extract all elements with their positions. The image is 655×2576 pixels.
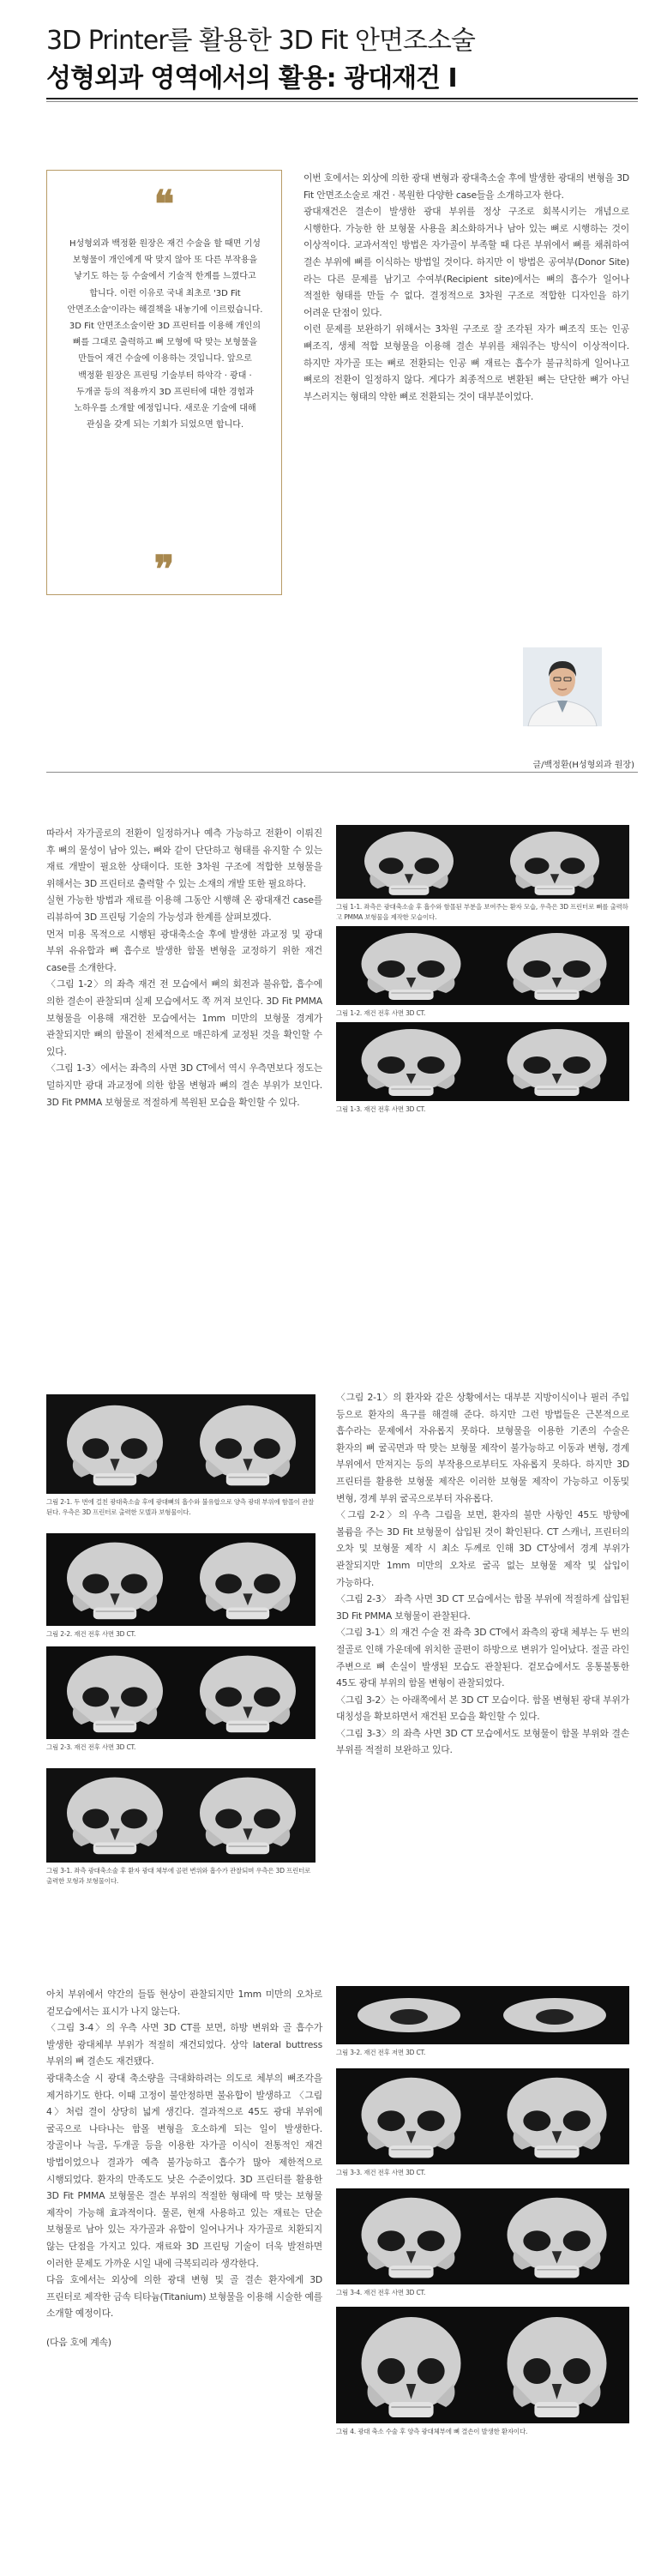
intro-paragraph: 이번 호에서는 외상에 의한 광대 변형과 광대축소술 후에 발생한 광대의 변형을 3D Fit 안면조소술로 재건 · 복원한 다양한 case들을 소개하고자 한다.	[303, 172, 629, 201]
body-paragraph: 〈그림 1-3〉에서는 좌측의 사면 3D CT에서 역시 우측면보다 정도는 덜하지만 광대 과교정에 의한 함몰 변형과 뼈의 결손 부위가 보인다. 3D Fit PMMA 보형물로 적절하게 복원된 모습을 확인할 수 있다.	[46, 1062, 322, 1108]
body-paragraph: 〈그림 3-3〉의 좌측 사면 3D CT 모습에서도 보형물이 함몰 부위와 결손 부위를 적절히 보완하고 있다.	[336, 1727, 629, 1756]
figure-4-caption: 그림 4. 광대 축소 수술 후 양측 광대체부에 뼈 결손이 발생한 환자이다.	[336, 2428, 528, 2435]
header-rule-thin	[46, 101, 638, 102]
intro-paragraph: 이런 문제를 보완하기 위해서는 3차원 구조로 잘 조각된 자가 뼈조직 또는 인공 뼈조직, 생체 적합 보형물을 이용해 결손 부위를 채워주는 방식이 이상적이다. 하지만 자가골 또는 뼈로 전환되는 인공 뼈 재료는 흡수가 불규칙하게 일어나고 뼈로의 전환이 일정하지 않다. 게다가 최종적으로 변환된 뼈는 단단한 뼈가 아닌 부스러지는 형태의 약한 뼈로 전환되는 것이 대부분이었다.	[303, 323, 629, 402]
body-paragraph: 〈그림 3-4〉의 우측 사면 3D CT를 보면, 하방 변위와 골 흡수가 발생한 광대체부 부위가 적절히 재건되었다. 상악 lateral buttress 부위의 뼈 결손도 재건됐다.	[46, 2022, 322, 2067]
figure-3-1-caption: 그림 3-1. 좌측 광대축소술 후 환자 광대 체부에 골편 변위와 흡수가 관찰되며 우측은 3D 프린터로 출력한 모형과 보형물이다.	[46, 1867, 311, 1885]
figure-1-2-image	[336, 926, 629, 1005]
figure-3-4-caption: 그림 3-4. 재건 전후 사면 3D CT.	[336, 2289, 426, 2296]
figure-2-1-image	[46, 1394, 315, 1494]
quote-text: H성형외과 백정환 원장은 재건 수술을 할 때면 기성 보형물이 개인에게 딱 맞지 않아 또 다른 부작용을 낳기도 하는 등 수술에서 기술적 한계를 느꼈다고 합니다. 이런 이유로 국내 최초로 '3D Fit 안면조소술'이라는 해결책을 내놓기에 이르렀습니다. 3D Fit 안면조소술이란 3D 프린터를 이용해 개인의 뼈를 그대로 출력하고 뼈 모형에 딱 맞는 보형물을 만들어 재건 수술에 이용하는 것입니다. 앞으로 백정환 원장은 프린팅 기술부터 하악각 · 광대 · 두개골 등의 적용까지 3D 프린터에 대한 경험과 노하우를 소개할 예정입니다. 새로운 기술에 대해 관심을 갖게 되는 기회가 되었으면 합니다.	[67, 239, 263, 430]
body-paragraph: 광대축소술 시 광대 축소량을 극대화하려는 의도로 체부의 뼈조각을 제거하기도 한다. 이때 고정이 불안정하면 불유합이 발생하고 〈그림 4〉처럼 결이 상당히 넓게 생긴다. 결과적으로 45도 광대 부위에 굴곡으로 나타나는 함몰 변형을 호소하게 되는 일이 발생한다. 장골이나 늑골, 두개골 등을 이용한 자가골 이식이 전통적인 재건 방법이었으나 결과가 예측 불가능하고 흡수가 많아 제한적으로 시행되었다. 환자의 만족도도 낮은 수준이었다. 3D 프린터를 활용한 3D Fit PMMA 보형물은 결손 부위의 적절한 형태에 딱 맞는 보형물 제작이 가능해 효과적이다. 물론, 현재 사용하고 있는 재료는 단순 보형물로 남아 있는 자가골과 유합이 일어나거나 자가골로 치환되지 않는 단점을 가지고 있다. 재료와 3D 프린팅 기술이 더욱 발전하면 이러한 문제도 가까운 시일 내에 극복되리라 생각한다.	[46, 2072, 322, 2269]
person-icon	[523, 647, 602, 726]
figure-1-1-caption: 그림 1-1. 좌측은 광대축소술 후 흡수와 함몰된 부분을 보여주는 환자 모습, 우측은 3D 프린터로 뼈를 출력하고 PMMA 보형물을 제작한 모습이다.	[336, 903, 628, 921]
figure-4-image	[336, 2307, 629, 2423]
figure-3-2-image	[336, 1986, 629, 2044]
body-paragraph: 먼저 미용 목적으로 시행된 광대축소술 후에 발생한 과교정 및 광대 부위 유유합과 뼈 흡수로 발생한 함몰 변형을 교정하기 위한 재건 case를 소개한다.	[46, 928, 322, 973]
body-paragraph: 아치 부위에서 약간의 들뜸 현상이 관찰되지만 1mm 미만의 오차로 겉모습에서는 표시가 나지 않는다.	[46, 1989, 322, 2017]
figure-3-3-caption: 그림 3-3. 재건 전후 사면 3D CT.	[336, 2169, 426, 2176]
figure-2-3-caption: 그림 2-3. 재건 전후 사면 3D CT.	[46, 1743, 136, 1751]
header-rule	[46, 98, 638, 99]
body-paragraph: 〈그림 2-2〉의 우측 그림을 보면, 환자의 불만 사항인 45도 방향에 볼륨을 주는 3D Fit 보형물이 삽입된 것이 확인된다. CT 스캐너, 프린터의 오차 및 보형물 제작 시 최소 두께로 인해 3D CT상에서 경계 부위가 관찰되지만 1mm 미만의 오차로 굴곡 없는 보형물 제작 및 삽입이 가능하다.	[336, 1509, 629, 1588]
section1-left-column	[46, 825, 322, 1159]
body-paragraph: 〈그림 2-1〉의 환자와 같은 상황에서는 대부분 지방이식이나 필러 주입 등으로 환자의 욕구를 해결해 준다. 하지만 그런 방법들은 근본적으로 흡수라는 문제에서 자유롭지 못하다. 보형물을 이용한 기존의 수술은 환자의 뼈 굴곡면과 딱 맞는 보형물 제작이 불가능하고 이동과 변형, 경계 부위에서 만져지는 등의 부작용으로부터도 자유롭지 못하다. 하지만 3D 프린터를 활용한 보형물 제작은 이러한 보형물 제작이 가능하고 이동및 변형, 경계 부위 굴곡으로부터 자유롭다.	[336, 1392, 629, 1504]
open-quote-icon: ❝	[153, 183, 175, 226]
figure-3-3-image	[336, 2068, 629, 2164]
intro-paragraph: 광대재건은 결손이 발생한 광대 부위를 정상 구조로 회복시키는 개념으로 시행한다. 가능한 한 보형물 사용을 최소화하거나 남아 있는 뼈로 시행하는 것이 이상적이다. 교과서적인 방법은 자가골이 부족할 때 다른 부위에서 뼈를 채취하여 결손 부위에 뼈를 이식하는 방법일 것이다. 하지만 이 방법은 공여부(Donor Site)라는 다른 문제를 남기고 수여부(Recipient site)에서는 뼈의 흡수가 일어나 적절한 형태를 만들 수 없다. 결정적으로 3차원 구조로 적합한 디자인을 하기 어려운 단점이 있다.	[303, 206, 629, 318]
figure-1-3-image	[336, 1022, 629, 1101]
figure-1-3-caption: 그림 1-3. 재건 전후 사면 3D CT.	[336, 1105, 426, 1113]
body-paragraph: 따라서 자가골로의 전환이 일정하거나 예측 가능하고 전환이 이뤄진 후 뼈의 물성이 남아 있는, 뼈와 같이 단단하고 형태를 유지할 수 있는 재료 개발이 필요한 상태이다. 또한 3차원 구조에 적합한 보형물을 위해서는 3D 프린터로 출력할 수 있는 소재의 개발 또한 필요하다.	[46, 828, 322, 889]
figure-1-2-caption: 그림 1-2. 재건 전후 사면 3D CT.	[336, 1009, 426, 1017]
figure-2-2-caption: 그림 2-2. 재건 전후 사면 3D CT.	[46, 1630, 136, 1638]
body-paragraph: 실현 가능한 방법과 재료를 이용해 그동안 시행해 온 광대재건 case를 리뷰하여 3D 프린팅 기술의 가능성과 한계를 살펴보겠다.	[46, 894, 322, 923]
continued-note: (다음 호에 계속)	[46, 2336, 111, 2348]
section3-left-column	[46, 1986, 322, 2350]
body-paragraph: 〈그림 1-2〉의 좌측 재건 전 모습에서 뼈의 회전과 불유합, 흡수에 의한 결손이 관찰되며 실제 모습에서도 쪽 꺼져 보인다. 3D Fit PMMA 보형물을 이용해 재건한 모습에서는 1mm 미만의 보형물 경계가 관찰되지만 뼈의 함몰이 전체적으로 매끈하게 교정된 것을 확인할 수 있다.	[46, 978, 322, 1057]
section2-right-column	[336, 1141, 629, 1759]
figure-3-1-image	[46, 1768, 315, 1863]
intro-column	[303, 170, 629, 405]
figure-1-1-image	[336, 825, 629, 899]
author-portrait	[523, 647, 602, 726]
body-paragraph: 다음 호에서는 외상에 의한 광대 변형 및 골 결손 환자에게 3D 프린터로 제작한 금속 티타늄(Titanium) 보형물을 이용해 시술한 예를 소개할 예정이다.	[46, 2274, 322, 2320]
close-quote-icon: ❞	[153, 548, 175, 592]
body-paragraph: 〈그림 2-3〉 좌측 사면 3D CT 모습에서는 함몰 부위에 적절하게 삽입된 3D Fit PMMA 보형물이 관찰된다.	[336, 1593, 629, 1622]
title-line-2: 성형외과 영역에서의 활용: 광대재건 I	[46, 63, 457, 93]
figure-3-2-caption: 그림 3-2. 재건 전후 저면 3D CT.	[336, 2049, 426, 2056]
quote-box	[46, 170, 282, 595]
body-paragraph: 〈그림 3-1〉의 재건 수술 전 좌측 3D CT에서 좌측의 광대 체부는 두 번의 절골로 인해 가운데에 위치한 골편이 하방으로 변위가 일어났다. 절골 라인 주변으로 뼈 손실이 발생된 모습도 관찰된다. 겉모습에서도 옹통불통한 45도 광대 부위의 함몰 변형이 관찰되었다.	[336, 1627, 629, 1689]
figure-3-4-image	[336, 2188, 629, 2284]
byline: 글/백정환(H성형외과 원장)	[532, 761, 634, 770]
figure-2-3-image	[46, 1646, 315, 1739]
figure-2-2-image	[46, 1533, 315, 1626]
figure-2-1-caption: 그림 2-1. 두 번에 걸친 광대축소술 후에 광대뼈의 흡수와 불유합으로 양측 광대 부위에 함몰이 관찰된다. 우측은 3D 프린터로 출력한 모델과 보형물이다.	[46, 1498, 315, 1516]
byline-rule	[46, 772, 638, 773]
title-line-1: 3D Printer를 활용한 3D Fit 안면조소술	[46, 26, 475, 56]
body-paragraph: 〈그림 3-2〉는 아래쪽에서 본 3D CT 모습이다. 함몰 변형된 광대 부위가 대칭성을 확보하면서 재건된 모습을 확인할 수 있다.	[336, 1694, 629, 1723]
